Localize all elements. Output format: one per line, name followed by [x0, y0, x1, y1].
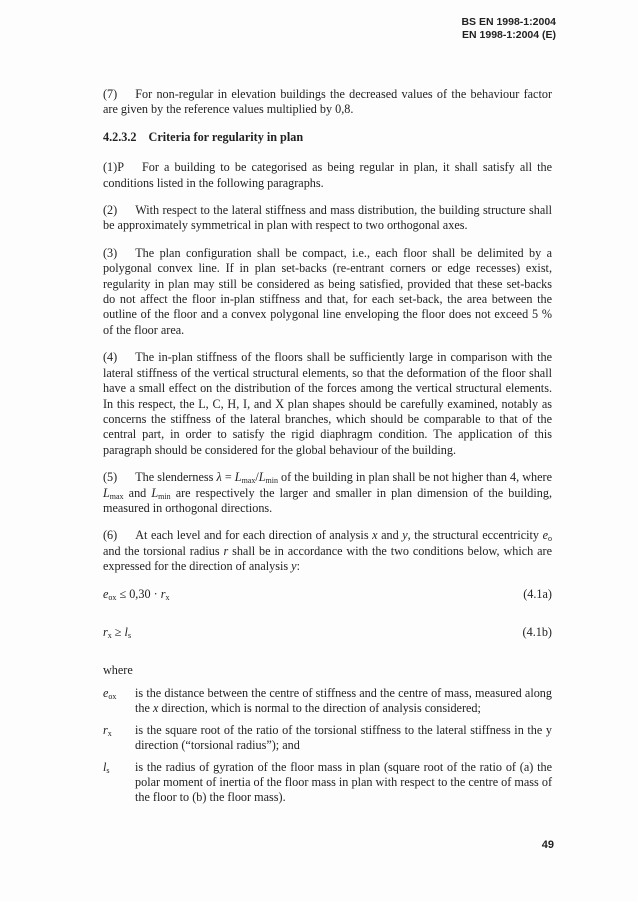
section-number: 4.2.3.2 — [103, 129, 137, 144]
paragraph-text: The plan configuration shall be compact, i.e., each floor shall be delimited by a polygonal convex line. If in plan set-backs (re-entrant corners or edge recesses) exist, regularity in plan may still be considered as being satisfied, provided that these set-backs do not affect the floor in-plan stiffness and that, for each set-back, the area between the outline of the floor and a convex polygonal line enveloping the floor does not exceed 5 % of the floor area. — [103, 245, 552, 337]
paragraph-number: (5) — [103, 470, 118, 485]
symbol-x: x — [372, 528, 378, 543]
relation: ≤ 0,30 · — [116, 586, 161, 601]
definition-symbol — [103, 686, 135, 717]
section-heading — [103, 130, 552, 145]
paragraph-text: For a building to be categorised as being regular in plan, it shall satisfy all the conditions listed in the following paragraphs. — [103, 160, 552, 190]
subscript-min: min — [158, 491, 171, 501]
standard-id: BS EN 1998-1:2004 — [461, 16, 556, 28]
subscript-min: min — [265, 476, 278, 486]
lambda-symbol: λ — [216, 470, 222, 485]
text-run: and — [123, 485, 152, 500]
text-run: / — [255, 470, 259, 485]
symbol-l: l — [124, 624, 128, 639]
subscript-x: x — [107, 630, 112, 640]
text-run: and the torsional radius — [103, 543, 224, 558]
subscript-o: o — [548, 534, 552, 544]
paragraph-text: The in-plan stiffness of the floors shall be sufficiently large in comparison with the lateral stiffness of the vertical structural elements, so that the deformation of the floor shall have a small effect on the distribution of the forces among the vertical structural elements. In this respect, the L, C, H, I, and X plan shapes should be carefully examined, notably as concerns the stiffness of the lateral branches, which should be comparable to that of the central part, in order to satisfy the rigid diaphragm condition. The application of this paragraph should be considered for the global behaviour of the building. — [103, 350, 552, 457]
paragraph-text: With respect to the lateral stiffness and mass distribution, the building structure shall be approximately symmetrical in plan with respect to two orthogonal axes. — [103, 203, 552, 233]
text-run: direction, which is normal to the direction of analysis considered; — [158, 701, 481, 716]
symbol-l: L — [103, 485, 110, 500]
subscript-ox: ox — [108, 592, 117, 602]
paragraph-3 — [103, 246, 552, 338]
symbol-l: L — [258, 470, 266, 485]
subscript-max: max — [241, 476, 256, 486]
paragraph-7 — [103, 87, 552, 118]
symbol-r: r — [223, 543, 229, 558]
symbol-r: r — [103, 624, 108, 639]
symbol-r: r — [103, 722, 108, 737]
text-run: is the distance between the centre of stiffness and the centre of mass, measured along the — [135, 685, 552, 716]
relation: ≥ — [111, 624, 125, 639]
subscript-s: s — [127, 630, 132, 640]
page-body — [103, 87, 552, 812]
subscript-max: max — [109, 491, 124, 501]
text-run: are respectively the larger and smaller in plan dimension of the building, measured in orthogonal directions. — [103, 485, 552, 515]
paragraph-number: (2) — [103, 203, 118, 218]
paragraph-5 — [103, 470, 552, 516]
text-run: shall be in accordance with the two conditions below, which are expressed for the direction of analysis — [103, 543, 553, 574]
symbol-y: y — [402, 528, 408, 543]
paragraph-number: (4) — [103, 350, 118, 365]
section-title: Criteria for regularity in plan — [148, 129, 304, 144]
paragraph-4 — [103, 350, 552, 458]
equation-4-1a — [103, 587, 552, 605]
symbol-l: l — [103, 759, 107, 774]
symbol-e: e — [103, 685, 109, 700]
definition-symbol — [103, 760, 135, 806]
text-run: At each level and for each direction of analysis — [135, 528, 373, 543]
page-number: 49 — [541, 839, 554, 851]
paragraph-2 — [103, 203, 552, 234]
text-run: of the building in plan shall be not higher than 4, where — [277, 470, 552, 485]
symbol-x: x — [152, 701, 159, 716]
equation-number: (4.1a) — [523, 586, 552, 601]
equation-body — [103, 587, 169, 602]
paragraph-number: (7) — [103, 87, 118, 101]
subscript-x: x — [107, 728, 112, 738]
definition-text: is the radius of gyration of the floor mass in plan (square root of the ratio of (a) the polar moment of inertia of the floor mass in plan with respect to the centre of mass of the floor to (b) the floor mass). — [135, 759, 552, 805]
definition-eox — [103, 686, 552, 717]
definition-symbol — [103, 723, 135, 754]
equation-4-1b — [103, 625, 552, 643]
text-run: = — [221, 470, 235, 485]
subscript-x: x — [165, 592, 170, 602]
symbol-l: L — [151, 485, 159, 500]
symbol-r: r — [160, 586, 166, 601]
paragraph-1p — [103, 160, 552, 191]
page-header — [461, 16, 556, 42]
where-label: where — [103, 662, 133, 677]
symbol-e: e — [542, 528, 548, 543]
equation-number: (4.1b) — [522, 624, 552, 639]
definition-ls — [103, 760, 552, 806]
symbol-e: e — [103, 586, 109, 601]
paragraph-number: (6) — [103, 528, 118, 543]
text-run: : — [296, 559, 300, 574]
symbol-y: y — [291, 559, 297, 574]
equation-body — [103, 625, 131, 640]
definition-text — [135, 686, 552, 717]
definition-rx — [103, 723, 552, 754]
paragraph-6 — [103, 528, 552, 574]
paragraph-text: For non-regular in elevation buildings the decreased values of the behaviour factor are given by the reference values multiplied by 0,8. — [103, 87, 552, 117]
standard-id-en: EN 1998-1:2004 (E) — [462, 29, 556, 41]
paragraph-number: (1)P — [103, 160, 124, 175]
definition-text: is the square root of the ratio of the torsional stiffness to the lateral stiffness in the y direction (“torsional radius”); and — [135, 722, 552, 753]
text-run: , the structural eccentricity — [407, 528, 543, 543]
subscript-s: s — [106, 765, 110, 775]
text-run: and — [377, 528, 403, 543]
symbol-l: L — [234, 470, 242, 485]
text-run: The slenderness — [135, 470, 217, 485]
subscript-ox: ox — [108, 691, 117, 701]
paragraph-number: (3) — [103, 245, 118, 260]
